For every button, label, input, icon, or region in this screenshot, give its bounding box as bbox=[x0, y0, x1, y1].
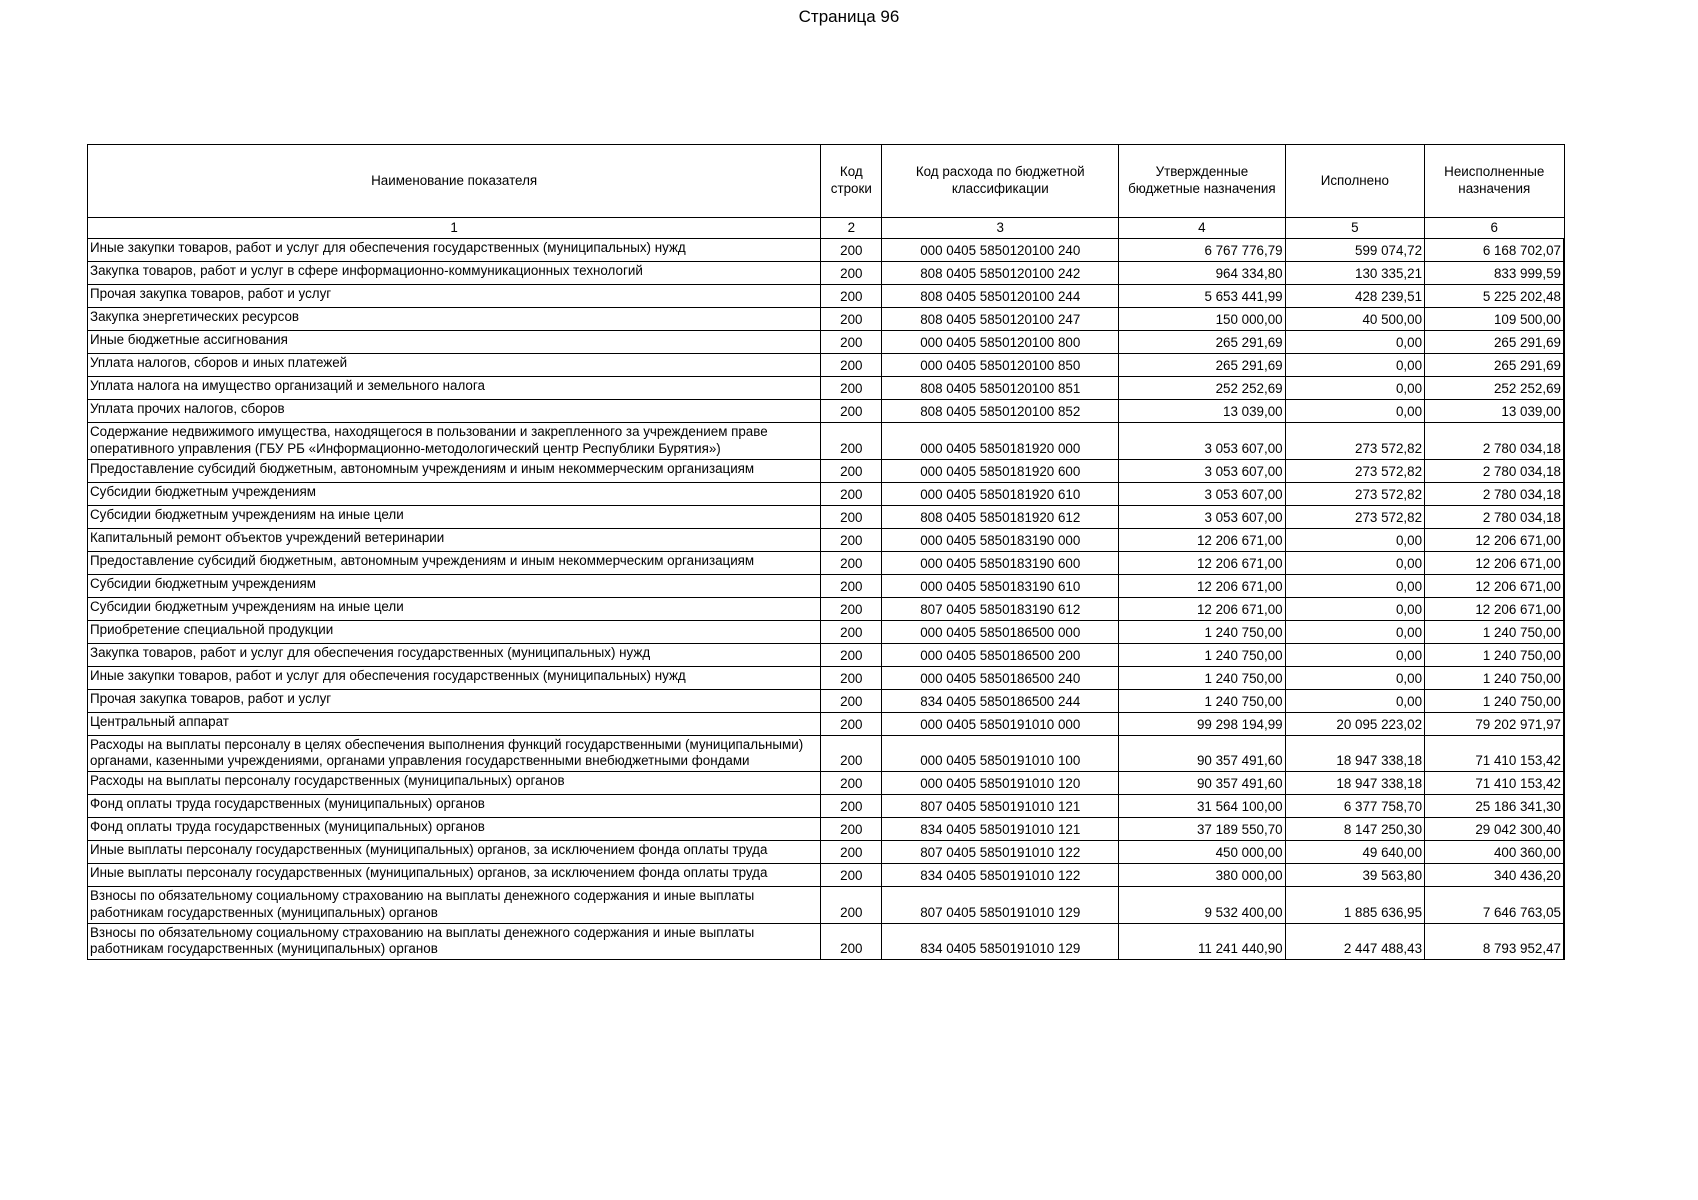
row-executed: 0,00 bbox=[1285, 574, 1424, 597]
row-approved: 12 206 671,00 bbox=[1119, 551, 1286, 574]
row-code: 200 bbox=[821, 262, 882, 285]
row-code: 200 bbox=[821, 423, 882, 460]
row-code: 200 bbox=[821, 795, 882, 818]
row-name: Прочая закупка товаров, работ и услуг bbox=[88, 689, 821, 712]
table-row bbox=[88, 285, 1565, 308]
row-kbk: 000 0405 5850181920 600 bbox=[882, 459, 1119, 482]
row-executed: 0,00 bbox=[1285, 666, 1424, 689]
row-unexecuted: 29 042 300,40 bbox=[1425, 818, 1564, 841]
column-number-row bbox=[88, 218, 1565, 239]
row-kbk: 807 0405 5850191010 121 bbox=[882, 795, 1119, 818]
row-unexecuted: 833 999,59 bbox=[1425, 262, 1564, 285]
table-row bbox=[88, 459, 1565, 482]
row-kbk: 808 0405 5850120100 247 bbox=[882, 308, 1119, 331]
page-title: Страница 96 bbox=[798, 7, 900, 26]
column-number: 3 bbox=[882, 218, 1119, 239]
row-code: 200 bbox=[821, 666, 882, 689]
row-kbk: 807 0405 5850191010 129 bbox=[882, 887, 1119, 924]
row-code: 200 bbox=[821, 818, 882, 841]
row-code: 200 bbox=[821, 887, 882, 924]
row-code: 200 bbox=[821, 574, 882, 597]
row-code: 200 bbox=[821, 712, 882, 735]
row-approved: 1 240 750,00 bbox=[1119, 620, 1286, 643]
row-approved: 99 298 194,99 bbox=[1119, 712, 1286, 735]
row-name: Предоставление субсидий бюджетным, автономным учреждениям и иным некоммерческим организациям bbox=[88, 459, 821, 482]
row-executed: 8 147 250,30 bbox=[1285, 818, 1424, 841]
row-executed: 0,00 bbox=[1285, 620, 1424, 643]
row-executed: 49 640,00 bbox=[1285, 841, 1424, 864]
row-kbk: 000 0405 5850183190 610 bbox=[882, 574, 1119, 597]
row-approved: 11 241 440,90 bbox=[1119, 923, 1286, 960]
row-kbk: 808 0405 5850120100 851 bbox=[882, 377, 1119, 400]
table-row bbox=[88, 735, 1565, 772]
row-code: 200 bbox=[821, 528, 882, 551]
row-approved: 13 039,00 bbox=[1119, 400, 1286, 423]
row-executed: 0,00 bbox=[1285, 551, 1424, 574]
row-name: Закупка товаров, работ и услуг в сфере информационно-коммуникационных технологий bbox=[88, 262, 821, 285]
row-kbk: 000 0405 5850181920 000 bbox=[882, 423, 1119, 460]
budget-report-table bbox=[87, 144, 1565, 960]
table-row bbox=[88, 666, 1565, 689]
row-unexecuted: 12 206 671,00 bbox=[1425, 551, 1564, 574]
row-unexecuted: 265 291,69 bbox=[1425, 354, 1564, 377]
row-kbk: 000 0405 5850183190 600 bbox=[882, 551, 1119, 574]
row-kbk: 000 0405 5850186500 200 bbox=[882, 643, 1119, 666]
row-executed: 20 095 223,02 bbox=[1285, 712, 1424, 735]
row-name: Закупка энергетических ресурсов bbox=[88, 308, 821, 331]
row-unexecuted: 2 780 034,18 bbox=[1425, 482, 1564, 505]
row-approved: 90 357 491,60 bbox=[1119, 735, 1286, 772]
row-code: 200 bbox=[821, 377, 882, 400]
row-unexecuted: 400 360,00 bbox=[1425, 841, 1564, 864]
row-executed: 0,00 bbox=[1285, 689, 1424, 712]
row-unexecuted: 12 206 671,00 bbox=[1425, 597, 1564, 620]
row-unexecuted: 79 202 971,97 bbox=[1425, 712, 1564, 735]
table-row bbox=[88, 505, 1565, 528]
row-executed: 6 377 758,70 bbox=[1285, 795, 1424, 818]
row-executed: 0,00 bbox=[1285, 528, 1424, 551]
row-code: 200 bbox=[821, 459, 882, 482]
table-row bbox=[88, 864, 1565, 887]
row-code: 200 bbox=[821, 482, 882, 505]
row-approved: 265 291,69 bbox=[1119, 331, 1286, 354]
table-row bbox=[88, 772, 1565, 795]
row-approved: 150 000,00 bbox=[1119, 308, 1286, 331]
row-approved: 3 053 607,00 bbox=[1119, 459, 1286, 482]
row-code: 200 bbox=[821, 354, 882, 377]
row-kbk: 808 0405 5850120100 242 bbox=[882, 262, 1119, 285]
row-kbk: 808 0405 5850120100 852 bbox=[882, 400, 1119, 423]
row-kbk: 807 0405 5850191010 122 bbox=[882, 841, 1119, 864]
row-kbk: 834 0405 5850191010 121 bbox=[882, 818, 1119, 841]
row-unexecuted: 13 039,00 bbox=[1425, 400, 1564, 423]
row-name: Иные выплаты персоналу государственных (муниципальных) органов, за исключением фонда оплаты труда bbox=[88, 841, 821, 864]
row-executed: 1 885 636,95 bbox=[1285, 887, 1424, 924]
table-row bbox=[88, 689, 1565, 712]
table-row bbox=[88, 482, 1565, 505]
row-code: 200 bbox=[821, 400, 882, 423]
row-name: Капитальный ремонт объектов учреждений ветеринарии bbox=[88, 528, 821, 551]
row-name: Иные закупки товаров, работ и услуг для обеспечения государственных (муниципальных) нужд bbox=[88, 239, 821, 262]
row-approved: 31 564 100,00 bbox=[1119, 795, 1286, 818]
row-unexecuted: 252 252,69 bbox=[1425, 377, 1564, 400]
table-row bbox=[88, 400, 1565, 423]
table-row bbox=[88, 354, 1565, 377]
row-approved: 3 053 607,00 bbox=[1119, 423, 1286, 460]
table-row bbox=[88, 308, 1565, 331]
table-row bbox=[88, 551, 1565, 574]
row-name: Фонд оплаты труда государственных (муниципальных) органов bbox=[88, 818, 821, 841]
row-code: 200 bbox=[821, 689, 882, 712]
row-approved: 6 767 776,79 bbox=[1119, 239, 1286, 262]
row-name: Расходы на выплаты персоналу в целях обеспечения выполнения функций государственными (муниципальными) органами, казенными учреждениями, органами управления государственными внебюджетными фондами bbox=[88, 735, 821, 772]
row-kbk: 000 0405 5850186500 000 bbox=[882, 620, 1119, 643]
row-unexecuted: 12 206 671,00 bbox=[1425, 574, 1564, 597]
table-row bbox=[88, 377, 1565, 400]
table-row bbox=[88, 597, 1565, 620]
header-unexecuted: Неисполненные назначения bbox=[1425, 145, 1564, 218]
row-executed: 0,00 bbox=[1285, 377, 1424, 400]
row-name: Субсидии бюджетным учреждениям на иные цели bbox=[88, 597, 821, 620]
header-executed: Исполнено bbox=[1285, 145, 1424, 218]
row-approved: 9 532 400,00 bbox=[1119, 887, 1286, 924]
table-row bbox=[88, 239, 1565, 262]
row-unexecuted: 340 436,20 bbox=[1425, 864, 1564, 887]
row-approved: 252 252,69 bbox=[1119, 377, 1286, 400]
row-kbk: 000 0405 5850120100 240 bbox=[882, 239, 1119, 262]
row-kbk: 834 0405 5850186500 244 bbox=[882, 689, 1119, 712]
header-row-code: Код строки bbox=[821, 145, 882, 218]
row-executed: 273 572,82 bbox=[1285, 505, 1424, 528]
row-code: 200 bbox=[821, 841, 882, 864]
row-unexecuted: 12 206 671,00 bbox=[1425, 528, 1564, 551]
table-row bbox=[88, 574, 1565, 597]
row-name: Содержание недвижимого имущества, находящегося в пользовании и закрепленного за учреждением праве оперативного управления (ГБУ РБ «Информационно-методологический центр Республики Бурятия») bbox=[88, 423, 821, 460]
row-kbk: 834 0405 5850191010 122 bbox=[882, 864, 1119, 887]
row-approved: 37 189 550,70 bbox=[1119, 818, 1286, 841]
row-name: Взносы по обязательному социальному страхованию на выплаты денежного содержания и иные выплаты работникам государственных (муниципальных) органов bbox=[88, 887, 821, 924]
row-code: 200 bbox=[821, 285, 882, 308]
row-unexecuted: 6 168 702,07 bbox=[1425, 239, 1564, 262]
row-name: Приобретение специальной продукции bbox=[88, 620, 821, 643]
row-approved: 90 357 491,60 bbox=[1119, 772, 1286, 795]
row-executed: 39 563,80 bbox=[1285, 864, 1424, 887]
row-approved: 3 053 607,00 bbox=[1119, 505, 1286, 528]
header-approved: Утвержденные бюджетные назначения bbox=[1119, 145, 1286, 218]
table-row bbox=[88, 620, 1565, 643]
table-row bbox=[88, 923, 1565, 960]
row-approved: 3 053 607,00 bbox=[1119, 482, 1286, 505]
row-kbk: 834 0405 5850191010 129 bbox=[882, 923, 1119, 960]
row-approved: 12 206 671,00 bbox=[1119, 528, 1286, 551]
row-unexecuted: 25 186 341,30 bbox=[1425, 795, 1564, 818]
row-name: Предоставление субсидий бюджетным, автономным учреждениям и иным некоммерческим организациям bbox=[88, 551, 821, 574]
row-executed: 18 947 338,18 bbox=[1285, 772, 1424, 795]
row-kbk: 000 0405 5850120100 800 bbox=[882, 331, 1119, 354]
row-approved: 1 240 750,00 bbox=[1119, 643, 1286, 666]
row-unexecuted: 2 780 034,18 bbox=[1425, 423, 1564, 460]
row-name: Фонд оплаты труда государственных (муниципальных) органов bbox=[88, 795, 821, 818]
row-name: Субсидии бюджетным учреждениям bbox=[88, 574, 821, 597]
row-code: 200 bbox=[821, 505, 882, 528]
header-row bbox=[88, 145, 1565, 218]
table-row bbox=[88, 528, 1565, 551]
row-name: Уплата налогов, сборов и иных платежей bbox=[88, 354, 821, 377]
row-approved: 5 653 441,99 bbox=[1119, 285, 1286, 308]
row-kbk: 000 0405 5850191010 000 bbox=[882, 712, 1119, 735]
row-executed: 273 572,82 bbox=[1285, 459, 1424, 482]
column-number: 2 bbox=[821, 218, 882, 239]
row-code: 200 bbox=[821, 308, 882, 331]
row-approved: 265 291,69 bbox=[1119, 354, 1286, 377]
row-kbk: 000 0405 5850191010 100 bbox=[882, 735, 1119, 772]
row-kbk: 000 0405 5850183190 000 bbox=[882, 528, 1119, 551]
row-executed: 599 074,72 bbox=[1285, 239, 1424, 262]
row-unexecuted: 71 410 153,42 bbox=[1425, 735, 1564, 772]
table-row bbox=[88, 887, 1565, 924]
row-unexecuted: 7 646 763,05 bbox=[1425, 887, 1564, 924]
row-kbk: 808 0405 5850120100 244 bbox=[882, 285, 1119, 308]
row-name: Уплата налога на имущество организаций и земельного налога bbox=[88, 377, 821, 400]
row-name: Расходы на выплаты персоналу государственных (муниципальных) органов bbox=[88, 772, 821, 795]
table-row bbox=[88, 795, 1565, 818]
row-unexecuted: 5 225 202,48 bbox=[1425, 285, 1564, 308]
column-number: 6 bbox=[1425, 218, 1564, 239]
table-row bbox=[88, 818, 1565, 841]
row-executed: 40 500,00 bbox=[1285, 308, 1424, 331]
row-executed: 428 239,51 bbox=[1285, 285, 1424, 308]
row-kbk: 807 0405 5850183190 612 bbox=[882, 597, 1119, 620]
row-name: Уплата прочих налогов, сборов bbox=[88, 400, 821, 423]
column-number: 5 bbox=[1285, 218, 1424, 239]
row-name: Взносы по обязательному социальному страхованию на выплаты денежного содержания и иные выплаты работникам государственных (муниципальных) органов bbox=[88, 923, 821, 960]
header-name: Наименование показателя bbox=[88, 145, 821, 218]
row-executed: 2 447 488,43 bbox=[1285, 923, 1424, 960]
column-number: 1 bbox=[88, 218, 821, 239]
row-name: Центральный аппарат bbox=[88, 712, 821, 735]
row-code: 200 bbox=[821, 772, 882, 795]
row-code: 200 bbox=[821, 331, 882, 354]
row-unexecuted: 1 240 750,00 bbox=[1425, 620, 1564, 643]
row-code: 200 bbox=[821, 620, 882, 643]
row-name: Иные закупки товаров, работ и услуг для обеспечения государственных (муниципальных) нужд bbox=[88, 666, 821, 689]
row-approved: 12 206 671,00 bbox=[1119, 574, 1286, 597]
row-approved: 1 240 750,00 bbox=[1119, 689, 1286, 712]
row-code: 200 bbox=[821, 923, 882, 960]
report-body bbox=[88, 239, 1565, 960]
table-row bbox=[88, 423, 1565, 460]
row-unexecuted: 1 240 750,00 bbox=[1425, 643, 1564, 666]
row-approved: 12 206 671,00 bbox=[1119, 597, 1286, 620]
row-name: Субсидии бюджетным учреждениям на иные цели bbox=[88, 505, 821, 528]
row-unexecuted: 8 793 952,47 bbox=[1425, 923, 1564, 960]
row-approved: 380 000,00 bbox=[1119, 864, 1286, 887]
row-executed: 0,00 bbox=[1285, 400, 1424, 423]
row-code: 200 bbox=[821, 551, 882, 574]
row-unexecuted: 71 410 153,42 bbox=[1425, 772, 1564, 795]
row-approved: 1 240 750,00 bbox=[1119, 666, 1286, 689]
table-row bbox=[88, 643, 1565, 666]
row-kbk: 000 0405 5850181920 610 bbox=[882, 482, 1119, 505]
row-executed: 0,00 bbox=[1285, 643, 1424, 666]
row-approved: 450 000,00 bbox=[1119, 841, 1286, 864]
row-executed: 273 572,82 bbox=[1285, 482, 1424, 505]
row-code: 200 bbox=[821, 643, 882, 666]
row-name: Закупка товаров, работ и услуг для обеспечения государственных (муниципальных) нужд bbox=[88, 643, 821, 666]
table-row bbox=[88, 331, 1565, 354]
row-code: 200 bbox=[821, 597, 882, 620]
table-row bbox=[88, 841, 1565, 864]
row-unexecuted: 1 240 750,00 bbox=[1425, 689, 1564, 712]
row-executed: 18 947 338,18 bbox=[1285, 735, 1424, 772]
row-unexecuted: 2 780 034,18 bbox=[1425, 505, 1564, 528]
header-kbk: Код расхода по бюджетной классификации bbox=[882, 145, 1119, 218]
table-row bbox=[88, 262, 1565, 285]
row-approved: 964 334,80 bbox=[1119, 262, 1286, 285]
row-executed: 0,00 bbox=[1285, 354, 1424, 377]
row-code: 200 bbox=[821, 864, 882, 887]
row-unexecuted: 109 500,00 bbox=[1425, 308, 1564, 331]
row-kbk: 000 0405 5850186500 240 bbox=[882, 666, 1119, 689]
row-code: 200 bbox=[821, 735, 882, 772]
row-executed: 0,00 bbox=[1285, 597, 1424, 620]
table-row bbox=[88, 712, 1565, 735]
row-name: Прочая закупка товаров, работ и услуг bbox=[88, 285, 821, 308]
row-unexecuted: 2 780 034,18 bbox=[1425, 459, 1564, 482]
row-name: Иные бюджетные ассигнования bbox=[88, 331, 821, 354]
row-name: Иные выплаты персоналу государственных (муниципальных) органов, за исключением фонда оплаты труда bbox=[88, 864, 821, 887]
row-code: 200 bbox=[821, 239, 882, 262]
row-kbk: 000 0405 5850120100 850 bbox=[882, 354, 1119, 377]
row-kbk: 000 0405 5850191010 120 bbox=[882, 772, 1119, 795]
row-unexecuted: 265 291,69 bbox=[1425, 331, 1564, 354]
row-executed: 273 572,82 bbox=[1285, 423, 1424, 460]
row-executed: 0,00 bbox=[1285, 331, 1424, 354]
column-number: 4 bbox=[1119, 218, 1286, 239]
row-name: Субсидии бюджетным учреждениям bbox=[88, 482, 821, 505]
row-executed: 130 335,21 bbox=[1285, 262, 1424, 285]
row-kbk: 808 0405 5850181920 612 bbox=[882, 505, 1119, 528]
row-unexecuted: 1 240 750,00 bbox=[1425, 666, 1564, 689]
